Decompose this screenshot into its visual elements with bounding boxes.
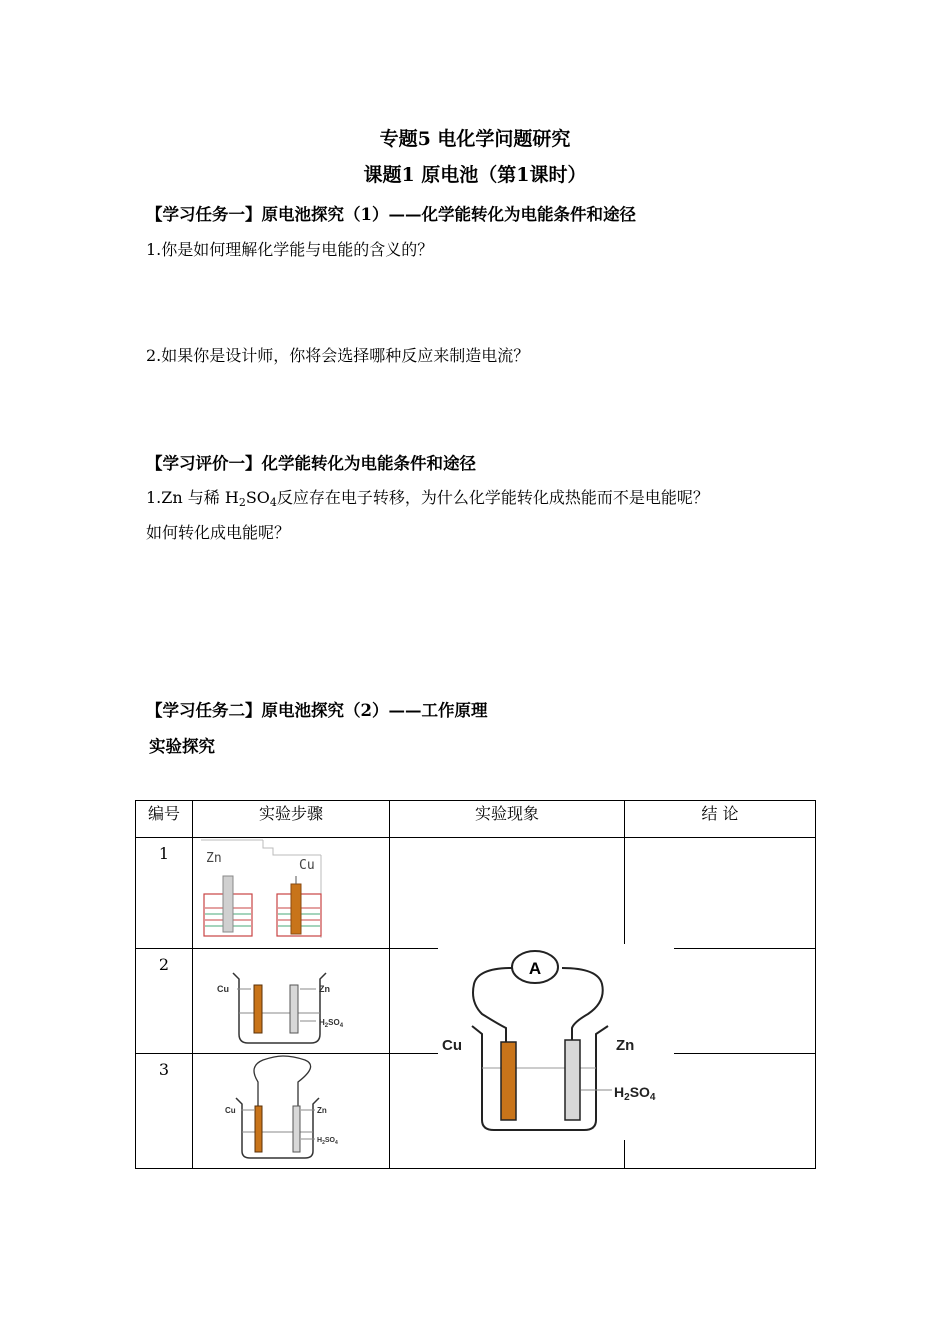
fig2-acid-label: $H_2SO_4$ <box>319 1018 344 1029</box>
fig1-cu-label: Cu <box>299 858 315 873</box>
table-row <box>136 838 816 949</box>
fig4-cu-label: Cu <box>442 1037 462 1054</box>
fig3-cu-label: Cu <box>225 1106 236 1115</box>
lesson-title: 课题1 原电池（第1课时） <box>363 164 587 186</box>
eval1-question-1-line2: 如何转化成电能呢？ <box>146 523 291 542</box>
row-number: 3 <box>136 1054 193 1169</box>
fig4-acid-label: $H_2SO_4$ <box>614 1084 656 1103</box>
row-number: 1 <box>136 838 193 949</box>
galvanic-cell-figure <box>438 944 674 1140</box>
task1-heading: 【学习任务一】原电池探究（1）——化学能转化为电能条件和途径 <box>146 205 636 224</box>
zinc-electrode <box>223 876 233 932</box>
fig2-zn-label: Zn <box>319 984 330 994</box>
experiment-1-figure <box>193 838 323 942</box>
fig3-zn-label: Zn <box>317 1106 327 1115</box>
copper-electrode <box>291 884 301 934</box>
fig3-acid-label: $H_2SO_4$ <box>317 1137 338 1146</box>
table-header-row <box>136 801 816 838</box>
task2-heading: 【学习任务二】原电池探究（2）——工作原理 <box>146 701 488 720</box>
fig2-cu-label: Cu <box>217 984 229 994</box>
zinc-electrode <box>565 1040 580 1120</box>
fig1-zn-label: Zn <box>206 851 222 866</box>
header-number: 编号 <box>136 801 193 838</box>
copper-electrode <box>501 1042 516 1120</box>
row-conclusion-cell <box>625 838 816 949</box>
eval1-question-1: 1.Zn 与稀 $H_2SO_4$反应存在电子转移，为什么化学能转化成热能而不是电能呢？ <box>146 488 709 509</box>
experiment-3-figure <box>193 1054 389 1164</box>
row-step-cell <box>193 949 390 1054</box>
row-step-cell <box>193 838 390 949</box>
header-conclusion: 结 论 <box>625 801 816 838</box>
page-title: 专题5 电化学问题研究 <box>379 128 571 150</box>
row-number: 2 <box>136 949 193 1054</box>
galvanic-cell-svg <box>438 944 674 1140</box>
task1-question-2: 2.如果你是设计师，你将会选择哪种反应来制造电流？ <box>146 346 530 365</box>
ammeter-label: A <box>528 959 542 978</box>
row-step-cell <box>193 1054 390 1169</box>
header-phenomena: 实验现象 <box>390 801 625 838</box>
header-steps: 实验步骤 <box>193 801 390 838</box>
eval1-heading: 【学习评价一】化学能转化为电能条件和途径 <box>146 454 476 473</box>
fig4-zn-label: Zn <box>616 1037 635 1054</box>
experiment-2-figure <box>193 949 389 1049</box>
task1-question-1: 1.你是如何理解化学能与电能的含义的？ <box>146 240 434 259</box>
section-title: 实验探究 <box>149 737 215 756</box>
row-phenomenon-cell <box>390 838 625 949</box>
